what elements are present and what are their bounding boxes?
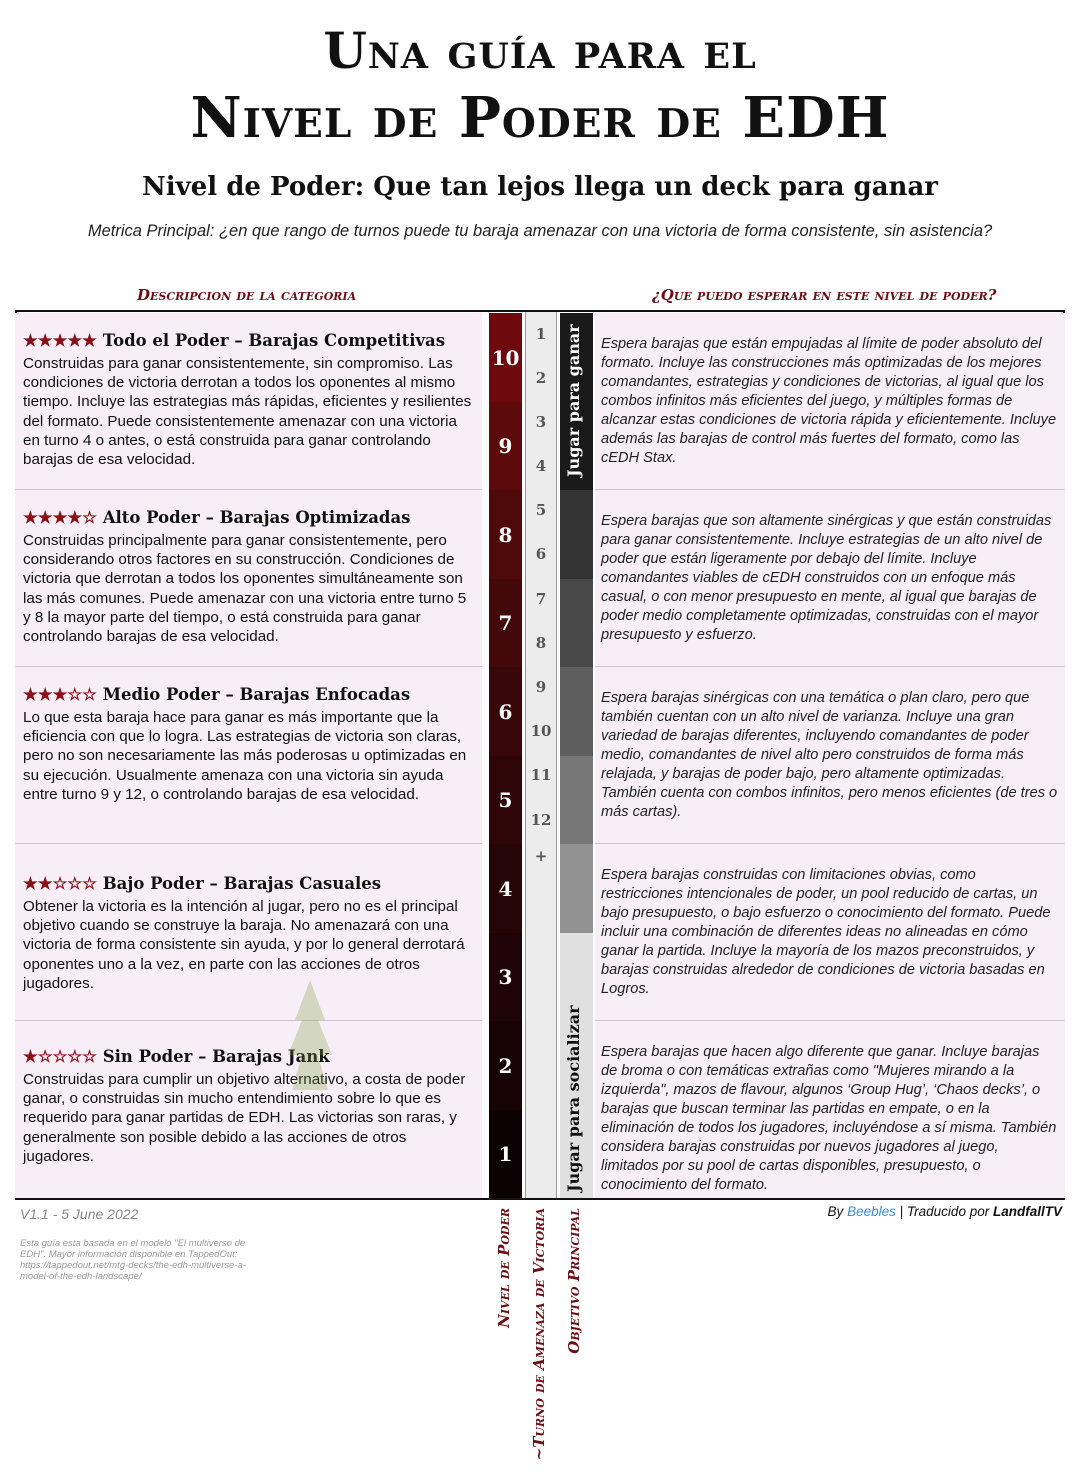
category-title: Sin Poder – Barajas Jank bbox=[102, 1047, 330, 1066]
power-level-7: 7 bbox=[489, 579, 522, 667]
star-rating-icon: ★☆☆☆☆ bbox=[23, 1047, 97, 1066]
credits bbox=[828, 1204, 1062, 1219]
star-rating-icon: ★★★☆☆ bbox=[23, 685, 97, 704]
turn-9: 9 bbox=[535, 678, 547, 696]
turn-8: 8 bbox=[535, 634, 547, 652]
turn-4: 4 bbox=[535, 457, 547, 475]
credit-translated: Traducido por bbox=[906, 1204, 990, 1219]
power-level-4: 4 bbox=[489, 844, 522, 933]
category-title: Bajo Poder – Barajas Casuales bbox=[102, 874, 382, 893]
objective-segment bbox=[560, 579, 593, 667]
expect-cell-4: Espera barajas construidas con limitaciones obvias, como restricciones intencionales de poder, un pool reducido de cartas, un bajo presupuesto, o bajo esfuerzo o conocimiento del formato. Puede incluir una combinación de diferentes ideas no alineadas en cómo ganar la partida. Incluye la mayoría de los mazos preconstruidos, y barajas construidas alrededor de condiciones de victoria basadas en Logros. bbox=[595, 844, 1065, 1021]
power-level-5: 5 bbox=[489, 756, 522, 844]
category-description: Lo que esta baraja hace para ganar es más importante que la eficiencia con que lo logra. Las estrategias de victoria son claras, pero no son necesariamente las más poderosas u optimizadas en su ejecución. Usualmente amenaza con una victoria sin ayuda entre turno 9 y 12, o controlando barajas de esa velocidad. bbox=[23, 709, 467, 803]
expect-cell-5: Espera barajas que hacen algo diferente que ganar. Incluye barajas de broma o con temáticas extrañas como "Mujeres mirando a la izquierda", mazos de flavour, algunos ‘Group Hug’, ‘Chaos decks’, o barajas que buscan terminar las partidas en empate, o en la eliminación de todos los jugadores, incluyéndose a sí misma. También considera barajas construidas por nuevos jugadores al juego, limitados por su pool de cartas disponibles, presupuesto, o conocimiento del formato. bbox=[595, 1021, 1065, 1198]
star-rating-icon: ★★★★★ bbox=[23, 331, 97, 350]
title-line-2: Nivel de Poder de EDH bbox=[190, 85, 890, 151]
subtitle: Nivel de Poder: Que tan lejos llega un deck para ganar bbox=[141, 172, 939, 202]
header-category-description: Descripcion de la categoria bbox=[137, 286, 357, 304]
objective-segment bbox=[560, 667, 593, 756]
category-heading bbox=[23, 685, 474, 704]
turn-3: 3 bbox=[535, 413, 547, 431]
translator-name: LandfallTV bbox=[992, 1204, 1062, 1219]
category-description: Construidas para cumplir un objetivo alternativo, a costa de poder ganar, o construidas sin mucho entendimiento sobre lo que es requerido para ganar partidas de EDH. Las victorias son raras, y generalmente son posible debido a las acciones de otros jugadores. bbox=[23, 1071, 466, 1165]
turn-5: 5 bbox=[535, 501, 547, 519]
category-heading bbox=[23, 874, 474, 893]
credit-separator: | bbox=[899, 1204, 904, 1219]
turn-11: 11 bbox=[530, 766, 552, 784]
category-heading bbox=[23, 508, 474, 527]
axis-label-objective: Objetivo Principal bbox=[565, 1208, 583, 1354]
objective-segment bbox=[560, 490, 593, 579]
objective-segment bbox=[560, 844, 593, 933]
category-cell-4 bbox=[15, 844, 482, 1021]
power-level-10: 10 bbox=[489, 313, 522, 402]
turn-12: 12 bbox=[530, 811, 552, 829]
turn-2: 2 bbox=[535, 369, 547, 387]
category-cell-1 bbox=[15, 313, 482, 490]
axis-label-power: Nivel de Poder bbox=[495, 1208, 513, 1328]
category-description: Construidas para ganar consistentemente, sin compromiso. Las condiciones de victoria derrotan a todos los oponentes al mismo tiempo. Incluye las estrategias más rápidas, eficientes y resilientes del formato. Puede consistentemente amenazar con una victoria en turno 4 o antes, o está construida para ganar controlando barajas de esa velocidad. bbox=[23, 355, 472, 469]
category-title: Medio Poder – Barajas Enfocadas bbox=[102, 685, 411, 704]
objective-play-to-socialize: Jugar para socializar bbox=[564, 1005, 583, 1192]
power-level-3: 3 bbox=[489, 933, 522, 1021]
category-heading bbox=[23, 1047, 474, 1066]
turn-plus: + bbox=[534, 847, 548, 865]
landfall-logo-icon bbox=[270, 980, 350, 1100]
turn-column bbox=[525, 312, 557, 1198]
turn-7: 7 bbox=[535, 590, 547, 608]
turn-6: 6 bbox=[535, 545, 547, 563]
expect-cell-1: Espera barajas que están empujadas al límite de poder absoluto del formato. Incluye las construcciones más optimizadas de los mejores comandantes, estrategias y condiciones de victorias, al igual que los combos infinitos más eficientes del juego, y múltiples formas de alcanzar estas condiciones de victoria rápida y eficientemente. Incluye además las barajas de control más fuertes del formato, como las cEDH Stax. bbox=[595, 313, 1065, 490]
category-description: Construidas principalmente para ganar consistentemente, pero considerando otros factores en su construcción. Condiciones de victoria que derrotan a todos los oponentes simultáneamente son las más comunes. Puede amenazar con una victoria entre turno 5 y 8 la mayor parte del tiempo, o está construida para ganar controlando barajas de esa velocidad. bbox=[23, 532, 467, 646]
header-what-to-expect: ¿Que puedo esperar en este nivel de poder? bbox=[652, 286, 997, 304]
power-level-2: 2 bbox=[489, 1021, 522, 1110]
power-level-6: 6 bbox=[489, 667, 522, 756]
axis-label-turn: ~Turno de Amenaza de Victoria bbox=[530, 1208, 548, 1461]
star-rating-icon: ★★☆☆☆ bbox=[23, 874, 97, 893]
basis-note: Esta guía esta basada en el modelo "El multiverso de EDH". Mayor información disponible en TappedOut: https://tappedout.net/mtg-decks/the-edh-multiverse-a-model-of-the-edh-landscape/ bbox=[20, 1238, 247, 1282]
power-level-9: 9 bbox=[489, 402, 522, 490]
category-title: Todo el Poder – Barajas Competitivas bbox=[102, 331, 446, 350]
objective-play-to-win: Jugar para ganar bbox=[564, 324, 583, 477]
category-cell-3 bbox=[15, 667, 482, 844]
category-cell-2 bbox=[15, 490, 482, 667]
credit-by: By bbox=[827, 1204, 844, 1219]
category-description: Obtener la victoria es la intención al jugar, pero no es el principal objetivo cuando se construye la baraja. No amenazará con una victoria de forma consistente sin ayuda, y por lo general derrotará oponentes uno a la vez, en parte con las acciones de otros jugadores. bbox=[23, 898, 465, 992]
turn-10: 10 bbox=[530, 722, 552, 740]
expect-cell-3: Espera barajas sinérgicas con una temática o plan claro, pero que también cuentan con un alto nivel de varianza. Incluye una gran variedad de barajas diferentes, incluyendo comandantes de poder medio, comandantes de nivel alto pero construidos de forma más relajada, y barajas de poder bajo, pero altamente optimizadas. También cuenta con combos infinitos, pero menos eficientes (de tres o más cartas). bbox=[595, 667, 1065, 844]
category-cell-5 bbox=[15, 1021, 482, 1198]
version-label: V1.1 - 5 June 2022 bbox=[20, 1206, 139, 1222]
category-heading bbox=[23, 331, 474, 350]
category-title: Alto Poder – Barajas Optimizadas bbox=[102, 508, 411, 527]
expect-cell-2: Espera barajas que son altamente sinérgicas y que están construidas para ganar consistentemente. Incluye estrategias de un alto nivel de poder que están ligeramente por debajo del límite. Incluye comandantes viables de cEDH construidos con un enfoque más casual, o con menor presupuesto en mente, al igual que barajas de poder medio completamente optimizadas, construidas con el mayor presupuesto y esfuerzo. bbox=[595, 490, 1065, 667]
metric-text: Metrica Principal: ¿en que rango de turnos puede tu baraja amenazar con una victoria de forma consistente, sin asistencia? bbox=[87, 222, 993, 240]
star-rating-icon: ★★★★☆ bbox=[23, 508, 97, 527]
title-line-1: Una guía para el bbox=[323, 21, 757, 80]
power-level-1: 1 bbox=[489, 1110, 522, 1198]
power-level-8: 8 bbox=[489, 490, 522, 579]
objective-segment bbox=[560, 756, 593, 844]
author-name: Beebles bbox=[847, 1204, 896, 1219]
turn-1: 1 bbox=[535, 325, 547, 343]
